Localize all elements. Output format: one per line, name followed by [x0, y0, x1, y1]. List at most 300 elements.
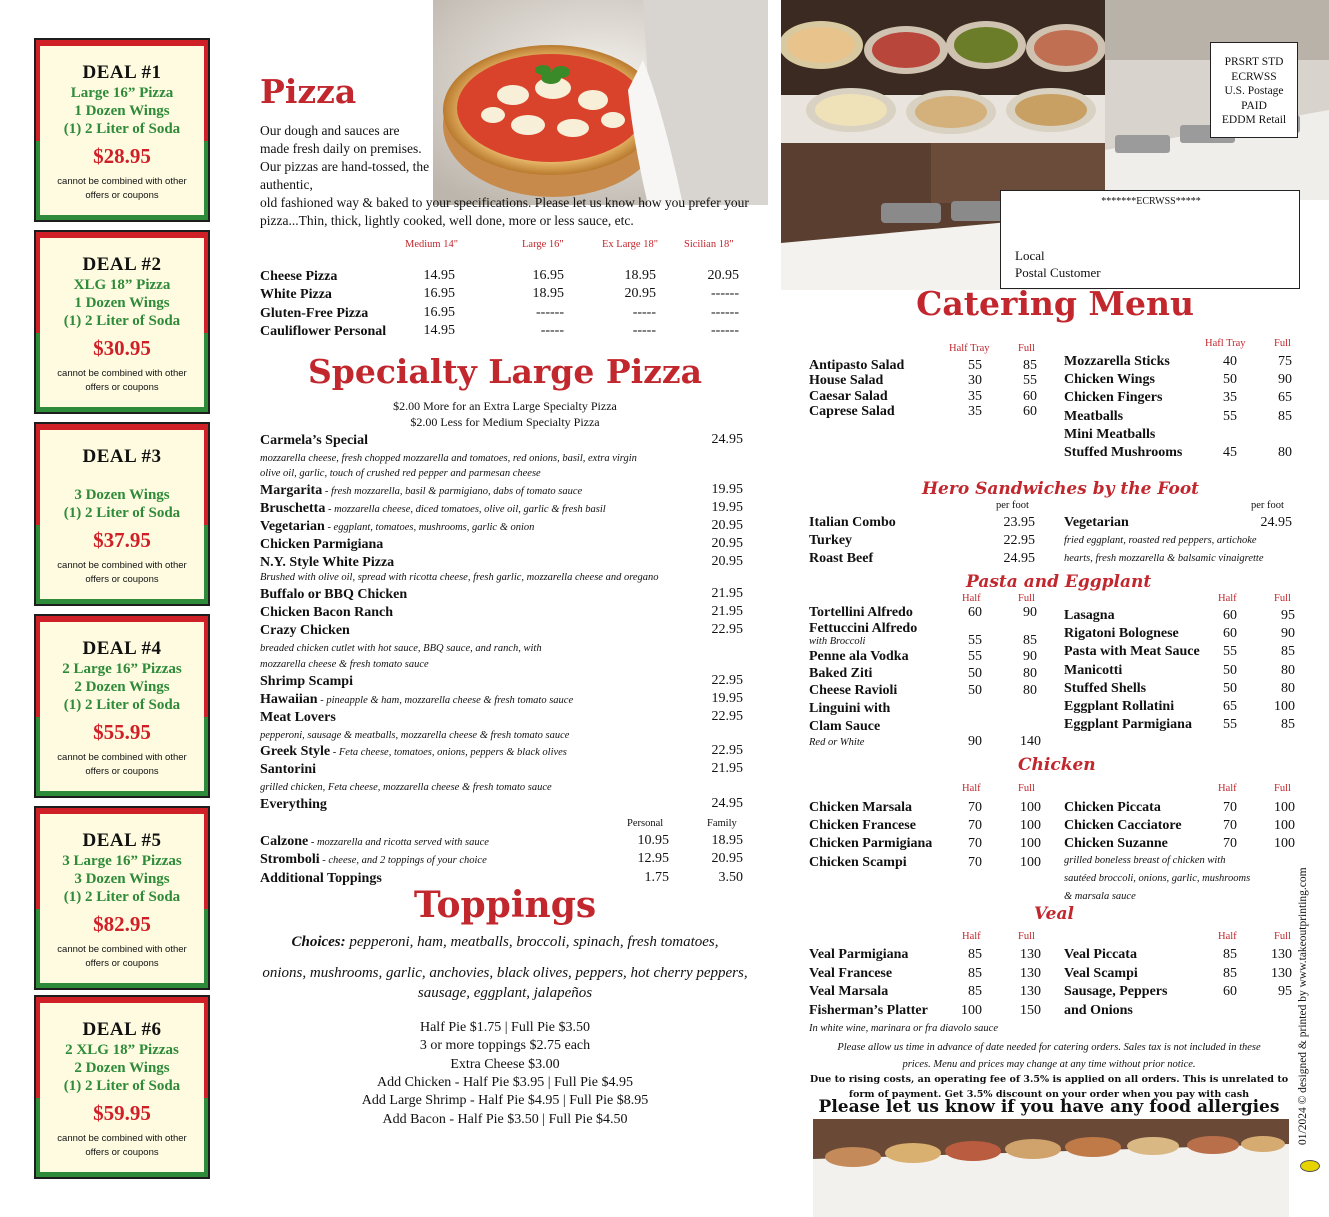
catering-price-full: 55: [1023, 373, 1037, 389]
pizza-price: -----: [632, 322, 656, 338]
header-half: Half: [962, 931, 981, 942]
calzone-price-personal: 12.95: [637, 851, 669, 867]
catering-price-full: 85: [1281, 644, 1295, 660]
deal-card[interactable]: [34, 422, 210, 606]
deal-line: XLG 18” Pizza: [73, 277, 171, 293]
deal-line: 1 Dozen Wings: [74, 103, 170, 119]
hero-name: Italian Combo: [809, 515, 896, 530]
calzone-price-personal: 10.95: [637, 833, 669, 848]
deal-note: cannot be combined with other offers or coupons: [57, 1133, 187, 1158]
specialty-item-desc: grilled chicken, Feta cheese, mozzarella cheese & fresh tomato sauce: [260, 782, 552, 793]
catering-price-full: 75: [1278, 354, 1292, 369]
deal-border-bottom: [36, 983, 208, 988]
specialty-item-name: Shrimp Scampi: [260, 674, 353, 689]
deal-content: [36, 424, 208, 587]
topping-price-line: Add Large Shrimp - Half Pie $4.95 | Full Pie $8.95: [361, 1093, 649, 1109]
pizza-price: 14.95: [423, 322, 455, 338]
hero-name: Roast Beef: [809, 551, 874, 567]
deal-content: [36, 232, 208, 395]
deal-card[interactable]: [34, 614, 210, 798]
catering-price-full: 80: [1281, 662, 1295, 678]
clam-sub: Red or White: [809, 737, 865, 748]
calzone-item-desc: - mozzarella and ricotta served with sauce: [308, 837, 489, 848]
header-hafl-tray: Hafl Tray: [1205, 338, 1246, 349]
pizza-price: 18.95: [624, 268, 656, 283]
specialty-item-desc: mozzarella cheese, fresh chopped mozzarella and tomatoes, red onions, basil, extra virgin: [260, 453, 637, 464]
hero-veg-name: Vegetarian: [1064, 515, 1129, 530]
specialty-note-medium: $2.00 Less for Medium Specialty Pizza: [410, 415, 600, 429]
specialty-item-price: 21.95: [711, 586, 743, 601]
deal-line: [44, 468, 200, 486]
catering-trays-photo: [781, 0, 1107, 143]
calzone-item-name: Additional Toppings: [260, 870, 382, 886]
specialty-item-desc: Brushed with olive oil, spread with ricotta cheese, fresh garlic, mozzarella cheese and oregano: [260, 572, 659, 583]
postage-line: PAID: [1241, 99, 1267, 112]
catering-price-full: 100: [1020, 836, 1041, 852]
catering-price-full: 140: [1020, 734, 1041, 749]
col-family: Family: [707, 818, 737, 829]
specialty-item: [260, 761, 316, 779]
specialty-item-price: 22.95: [711, 743, 743, 758]
pasta-name: Cheese Ravioli: [809, 683, 898, 698]
specialty-item-desc: mozzarella cheese & fresh tomato sauce: [260, 659, 429, 670]
specialty-item-price: 19.95: [711, 691, 743, 706]
specialty-item-price: 22.95: [711, 673, 743, 688]
specialty-item-name: Carmela’s Special: [260, 433, 368, 448]
deal-title: DEAL #3: [82, 446, 162, 467]
specialty-item-name: Bruschetta: [260, 501, 326, 516]
header-full: Full: [1018, 593, 1035, 604]
pizza-price: ------: [711, 304, 739, 320]
specialty-item-desc: - eggplant, tomatoes, mushrooms, garlic & onion: [324, 522, 535, 533]
specialty-item-name: Everything: [260, 797, 327, 812]
catering-price-half: 50: [1223, 662, 1237, 678]
hero-section-title: Hero Sandwiches by the Foot: [922, 479, 1200, 499]
deal-line: 2 XLG 18” Pizzas: [65, 1042, 179, 1058]
deal-content: [36, 616, 208, 779]
deal-title: DEAL #5: [82, 830, 162, 851]
catering-price-half: 50: [1223, 372, 1237, 388]
veal-name: Veal Parmigiana: [809, 947, 909, 962]
veal-name: and Onions: [1064, 1002, 1133, 1018]
chicken-section-title: Chicken: [1018, 755, 1096, 775]
deal-border-bottom: [36, 407, 208, 412]
pasta-name: Lasagna: [1064, 608, 1115, 623]
ecrwss-code: *******ECRWSS*****: [1101, 196, 1201, 207]
pizza-row-name: White Pizza: [260, 287, 332, 303]
mail-local: Local: [1015, 248, 1045, 263]
catering-price-half: 70: [1223, 836, 1237, 852]
specialty-title: Specialty Large Pizza: [307, 352, 703, 391]
veal-name: Veal Piccata: [1064, 947, 1137, 962]
catering-title: Catering Menu: [916, 284, 1194, 323]
catering-price-full: 100: [1274, 818, 1295, 834]
deal-line: (1) 2 Liter of Soda: [63, 505, 181, 521]
pizza-row-name: Cheese Pizza: [260, 269, 338, 284]
hero-veg-price: 24.95: [1260, 515, 1292, 530]
toppings-choices-2: onions, mushrooms, garlic, anchovies, black olives, peppers, hot cherry peppers,: [262, 965, 748, 981]
catering-price-half: 90: [968, 734, 982, 749]
pizza-price: 20.95: [707, 268, 739, 283]
pizza-size-header: Sicilian 18": [684, 239, 734, 250]
catering-price-full: 100: [1274, 699, 1295, 714]
fettuccini-sub: with Broccoli: [809, 636, 866, 647]
catering-price-half: 55: [1223, 644, 1237, 660]
deal-title: DEAL #1: [82, 62, 162, 83]
catering-price-half: 35: [1223, 390, 1237, 406]
deal-note: cannot be combined with other offers or coupons: [57, 944, 187, 969]
hero-name: Turkey: [809, 533, 853, 549]
catering-app-name: Chicken Wings: [1064, 372, 1155, 388]
topping-price-line: Add Bacon - Half Pie $3.50 | Full Pie $4.50: [382, 1111, 628, 1127]
catering-price-half: 85: [1223, 947, 1237, 962]
specialty-item: [260, 432, 368, 450]
pizza-intro-wide: old fashioned way & baked to your specifications. Please let us know how you prefer your pizza...Thin, thick, lightly cooked, well done, more or less sauce, etc.: [260, 195, 749, 228]
specialty-item-name: Santorini: [260, 762, 317, 777]
header-full: Full: [1018, 931, 1035, 942]
catering-footer-3: Due to rising costs, an operating fee of 3.5% is applied on all orders. This is unrelated to: [809, 1074, 1289, 1085]
catering-price-half: 70: [968, 800, 982, 815]
deal-line: 2 Dozen Wings: [74, 679, 170, 695]
catering-salad-name: Antipasto Salad: [809, 358, 905, 373]
deal-note: cannot be combined with other offers or coupons: [57, 752, 187, 777]
calzone-item-desc: - cheese, and 2 toppings of your choice: [319, 855, 487, 867]
catering-price-half: 35: [968, 403, 982, 419]
hero-veg-desc: fried eggplant, roasted red peppers, artichoke: [1064, 535, 1257, 546]
catering-salad-name: Caprese Salad: [809, 403, 895, 419]
pizza-price: 18.95: [532, 286, 564, 302]
catering-price-half: 50: [1223, 680, 1237, 696]
postage-line: PRSRT STD: [1224, 56, 1284, 68]
specialty-item-price: 19.95: [711, 500, 743, 515]
deal-border-bottom: [36, 791, 208, 796]
specialty-item: [260, 482, 582, 501]
catering-price-half: 100: [961, 1002, 982, 1018]
catering-price-full: 90: [1278, 372, 1292, 388]
pizza-size-header: Medium 14": [405, 239, 458, 250]
pasta-name: Manicotti: [1064, 662, 1123, 678]
deal-line: (1) 2 Liter of Soda: [63, 313, 181, 329]
specialty-item-price: 24.95: [711, 432, 743, 447]
deal-line: 3 Dozen Wings: [74, 871, 170, 887]
deal-price: $55.95: [93, 720, 151, 744]
specialty-item: [260, 536, 383, 554]
pasta-name: Baked Ziti: [809, 666, 873, 681]
catering-salad-name: House Salad: [809, 373, 884, 389]
pizza-price: 20.95: [624, 286, 656, 302]
pasta-name: Eggplant Rollatini: [1064, 699, 1175, 714]
chicken-name: Chicken Piccata: [1064, 800, 1161, 815]
catering-footer-1: Please allow us time in advance of date needed for catering orders. Sales tax is not included in these: [837, 1042, 1261, 1053]
catering-price-half: 50: [968, 666, 982, 681]
toppings-title: Toppings: [413, 884, 597, 926]
header-full: Full: [1018, 343, 1035, 354]
postage-line: U.S. Postage: [1224, 85, 1284, 97]
catering-price-full: 130: [1020, 947, 1041, 962]
specialty-item-desc: - Feta cheese, tomatoes, onions, peppers & black olives: [330, 747, 567, 758]
catering-price-full: 80: [1023, 666, 1037, 681]
specialty-item-desc: pepperoni, sausage & meatballs, mozzarella cheese & fresh tomato sauce: [260, 730, 570, 741]
suzanne-desc: grilled boneless breast of chicken with: [1064, 855, 1226, 866]
deal-note: cannot be combined with other offers or coupons: [57, 560, 187, 585]
specialty-item-desc: - fresh mozzarella, basil & parmigiano, dabs of tomato sauce: [322, 486, 583, 497]
pizza-row-name: Gluten-Free Pizza: [260, 305, 369, 321]
suzanne-desc: sautéed broccoli, onions, garlic, mushrooms: [1064, 873, 1251, 884]
chicken-name: Chicken Scampi: [809, 854, 907, 870]
deal-border-bottom: [36, 599, 208, 604]
deal-price: $59.95: [93, 1101, 151, 1125]
veal-section-title: Veal: [1034, 904, 1074, 924]
catering-price-full: 100: [1020, 800, 1041, 815]
specialty-item-desc: - mozzarella cheese, diced tomatoes, olive oil, garlic & fresh basil: [325, 504, 606, 515]
pasta-name: Linguini with: [809, 701, 891, 716]
catering-price-full: 100: [1274, 800, 1295, 815]
catering-price-full: 80: [1281, 680, 1295, 696]
specialty-item-price: 24.95: [711, 796, 743, 811]
pizza-size-header: Large 16": [522, 239, 564, 250]
pizza-title: Pizza: [260, 72, 357, 111]
specialty-item: [260, 673, 353, 691]
pizza-size-header: Ex Large 18": [602, 239, 658, 250]
catering-price-full: 65: [1278, 390, 1292, 406]
header-full: Full: [1274, 783, 1291, 794]
deal-content: [36, 40, 208, 203]
deal-line: Large 16” Pizza: [70, 85, 174, 101]
pizza-price: ------: [711, 322, 739, 338]
pizza-price: -----: [632, 304, 656, 320]
postage-indicia: [1210, 42, 1298, 138]
catering-price-full: 85: [1023, 633, 1037, 648]
catering-price-half: 40: [1223, 354, 1237, 369]
hero-price: 23.95: [1003, 515, 1035, 530]
deal-line: (1) 2 Liter of Soda: [63, 697, 181, 713]
catering-price-full: 95: [1278, 984, 1292, 1000]
catering-price-full: 150: [1020, 1002, 1041, 1018]
pasta-name: Tortellini Alfredo: [809, 605, 913, 620]
toppings-choices-3: sausage, eggplant, jalapeños: [417, 985, 593, 1001]
hero-price: 22.95: [1003, 533, 1035, 549]
hero-price: 24.95: [1003, 551, 1035, 567]
deal-line: (1) 2 Liter of Soda: [63, 889, 181, 905]
pizza-price: -----: [540, 322, 564, 338]
specialty-item-name: Chicken Bacon Ranch: [260, 605, 394, 620]
catering-price-half: 55: [1223, 408, 1237, 424]
specialty-item-price: 20.95: [711, 554, 743, 569]
deal-note: cannot be combined with other offers or coupons: [57, 176, 187, 201]
mail-postal-customer: Postal Customer: [1015, 265, 1101, 280]
postage-line: EDDM Retail: [1221, 114, 1287, 126]
catering-footer-2: prices. Menu and prices may change at any time without prior notice.: [902, 1059, 1196, 1070]
catering-price-half: 70: [1223, 818, 1237, 834]
catering-price-half: 35: [968, 388, 982, 404]
topping-price-line: Extra Cheese $3.00: [450, 1056, 560, 1072]
specialty-item: [260, 709, 336, 727]
catering-price-full: 60: [1023, 388, 1037, 404]
choices-text-1: pepperoni, ham, meatballs, broccoli, spinach, fresh tomatoes,: [345, 934, 719, 950]
catering-price-full: 100: [1020, 854, 1041, 870]
calzone-price-personal: 1.75: [644, 869, 669, 885]
catering-price-half: 85: [968, 947, 982, 962]
deal-line: (1) 2 Liter of Soda: [63, 121, 181, 137]
catering-price-full: 90: [1023, 649, 1037, 664]
specialty-item-desc: olive oil, garlic, touch of crushed red pepper and parmesan cheese: [260, 468, 541, 479]
specialty-item-name: Vegetarian: [260, 519, 325, 534]
topping-price-line: 3 or more toppings $2.75 each: [419, 1038, 591, 1054]
credit-vertical: [1297, 867, 1309, 1145]
specialty-item-price: 20.95: [711, 536, 743, 551]
catering-price-half: 55: [968, 358, 982, 373]
specialty-item: [260, 604, 393, 622]
deal-price: $82.95: [93, 912, 151, 936]
chicken-name: Chicken Suzanne: [1064, 836, 1168, 852]
catering-price-full: 85: [1023, 358, 1037, 373]
deal-card[interactable]: [34, 230, 210, 414]
deal-price: $30.95: [93, 336, 151, 360]
header-half: Half: [962, 593, 981, 604]
pizza-price: ------: [711, 286, 739, 302]
pasta-name: Stuffed Shells: [1064, 680, 1147, 696]
header-half-tray: Half Tray: [949, 343, 990, 354]
deal-note: cannot be combined with other offers or coupons: [57, 368, 187, 393]
deal-title: DEAL #4: [82, 638, 162, 659]
deal-border-bottom: [36, 1172, 208, 1177]
pizza-price: ------: [536, 304, 564, 320]
specialty-item: [260, 518, 534, 537]
catering-price-full: 90: [1281, 626, 1295, 642]
specialty-item-name: Margarita: [260, 483, 323, 498]
specialty-item: [260, 796, 327, 814]
per-foot-label: per foot: [996, 500, 1029, 511]
specialty-item-price: 21.95: [711, 761, 743, 776]
specialty-item-name: N.Y. Style White Pizza: [260, 555, 395, 570]
catering-price-half: 60: [1223, 984, 1237, 1000]
catering-app-name: Chicken Fingers: [1064, 390, 1163, 406]
catering-price-half: 60: [1223, 626, 1237, 642]
catering-price-half: 85: [1223, 965, 1237, 981]
deal-card[interactable]: [34, 806, 210, 990]
postage-line: ECRWSS: [1231, 70, 1277, 83]
catering-app-name: Meatballs: [1064, 408, 1124, 424]
calzone-item-name: Stromboli: [260, 852, 320, 868]
header-half: Half: [1218, 783, 1237, 794]
header-half: Half: [962, 783, 981, 794]
calzone-price-family: 18.95: [711, 833, 743, 848]
catering-price-half: 60: [968, 605, 982, 620]
catering-price-half: 50: [968, 683, 982, 698]
pasta-name: Rigatoni Bolognese: [1064, 626, 1179, 642]
catering-price-full: 130: [1020, 965, 1041, 981]
deal-line: 1 Dozen Wings: [74, 295, 170, 311]
chicken-name: Chicken Parmigiana: [809, 836, 933, 852]
specialty-item: [260, 586, 407, 604]
pizza-row-name: Cauliflower Personal: [260, 323, 387, 339]
catering-table-photo: [813, 1119, 1289, 1217]
specialty-item: [260, 691, 573, 710]
pizza-price: 14.95: [423, 268, 455, 283]
suzanne-desc: & marsala sauce: [1064, 891, 1136, 902]
catering-price-half: 55: [968, 649, 982, 664]
catering-price-full: 95: [1281, 608, 1295, 623]
catering-price-half: 70: [1223, 800, 1237, 815]
veal-name: Veal Francese: [809, 965, 893, 981]
veal-name: Veal Marsala: [809, 984, 889, 1000]
deal-line: 2 Large 16” Pizzas: [62, 661, 182, 677]
catering-price-half: 70: [968, 854, 982, 870]
deal-line: 3 Large 16” Pizzas: [62, 853, 182, 869]
deal-card[interactable]: [34, 38, 210, 222]
catering-price-half: 85: [968, 984, 982, 1000]
deal-title: DEAL #6: [82, 1019, 162, 1040]
pasta-name: Clam Sauce: [809, 719, 881, 734]
specialty-item-name: Buffalo or BBQ Chicken: [260, 587, 408, 602]
catering-price-full: 80: [1023, 683, 1037, 698]
specialty-item: [260, 500, 606, 519]
pasta-section-title: Pasta and Eggplant: [966, 572, 1152, 592]
specialty-item-price: 21.95: [711, 604, 743, 619]
specialty-item: [260, 554, 394, 572]
pasta-name: Eggplant Parmigiana: [1064, 717, 1192, 733]
pizza-intro-narrow: Our dough and sauces are made fresh daily on premises. Our pizzas are hand-tossed, the authentic,: [260, 123, 430, 192]
deal-card[interactable]: [34, 995, 210, 1179]
specialty-item-desc: - pineapple & ham, mozzarella cheese & fresh tomato sauce: [317, 695, 574, 706]
topping-price-line: Half Pie $1.75 | Full Pie $3.50: [419, 1020, 591, 1035]
specialty-item: [260, 743, 567, 762]
catering-price-full: 100: [1020, 818, 1041, 834]
calzone-price-family: 20.95: [711, 851, 743, 867]
deal-content: [36, 997, 208, 1160]
deal-price: $37.95: [93, 528, 151, 552]
catering-price-half: 65: [1223, 699, 1237, 714]
header-half: Half: [1218, 931, 1237, 942]
veal-name: Fisherman’s Platter: [809, 1002, 928, 1018]
hero-veg-desc: hearts, fresh mozzarella & balsamic vinaigrette: [1064, 553, 1264, 564]
pizza-intro: [260, 122, 760, 230]
allergy-notice: Please let us know if you have any food allergies: [818, 1097, 1280, 1117]
choices-label: Choices:: [291, 934, 346, 950]
veal-name: Veal Scampi: [1064, 965, 1138, 981]
header-half: Half: [1218, 593, 1237, 604]
deal-line: 2 Dozen Wings: [74, 1060, 170, 1076]
printer-logo-icon: [1300, 1160, 1320, 1172]
mailing-address-box: [1000, 190, 1300, 289]
calzone-item: [260, 851, 487, 870]
chicken-name: Chicken Francese: [809, 818, 916, 834]
header-full: Full: [1018, 783, 1035, 794]
topping-price-line: Add Chicken - Half Pie $3.95 | Full Pie $4.95: [377, 1074, 633, 1090]
specialty-item-price: 20.95: [711, 518, 743, 533]
catering-price-full: 85: [1278, 408, 1292, 424]
specialty-item-price: 22.95: [711, 622, 743, 637]
calzone-item: [260, 833, 489, 852]
catering-price-half: 55: [1223, 717, 1237, 733]
catering-price-half: 70: [968, 836, 982, 852]
catering-price-half: 60: [1223, 608, 1237, 623]
deal-title: DEAL #2: [82, 254, 162, 275]
toppings-choices-1: [255, 934, 755, 951]
specialty-item-name: Chicken Parmigiana: [260, 537, 384, 552]
col-personal: Personal: [627, 818, 664, 829]
calzone-item-name: Calzone: [260, 834, 309, 849]
per-foot-label: per foot: [1251, 500, 1284, 511]
catering-price-half: 70: [968, 818, 982, 834]
pizza-price: 16.95: [532, 268, 564, 283]
pasta-name: Penne ala Vodka: [809, 649, 909, 664]
catering-price-half: 85: [968, 965, 982, 981]
specialty-note-xl: $2.00 More for an Extra Large Specialty Pizza: [393, 399, 617, 413]
catering-price-full: 130: [1271, 965, 1292, 981]
pizza-price: 16.95: [423, 304, 455, 320]
specialty-item-name: Greek Style: [260, 744, 331, 759]
